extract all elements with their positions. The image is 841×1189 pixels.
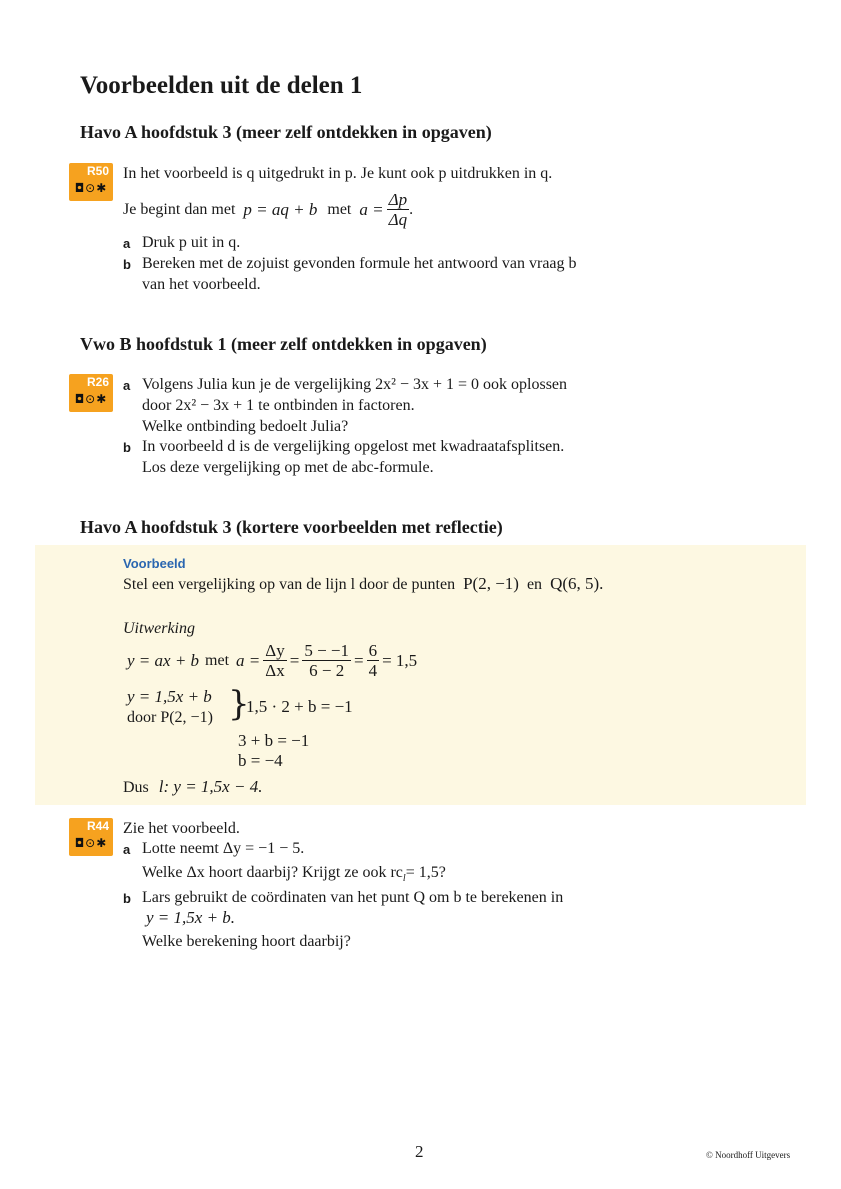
r26-item-a-label: a (123, 378, 131, 393)
example-and: en (526, 576, 543, 593)
copyright: © Noordhoff Uitgevers (706, 1150, 791, 1160)
frac3-den: 4 (368, 660, 378, 680)
r50-item-a-label: a (123, 236, 131, 251)
eq1-result: = 1,5 (382, 650, 418, 670)
r26-item-b-label: b (123, 440, 131, 455)
r50-met: met (327, 200, 352, 218)
eq1-met: met (205, 651, 230, 669)
step-2: b = −4 (238, 751, 283, 770)
r44-intro: Zie het voorbeeld. (123, 820, 240, 837)
frac2-num: 5 − −1 (304, 640, 349, 660)
conclusion-formula: l: y = 1,5x − 4. (158, 777, 263, 796)
point-q: Q(6, 5). (550, 574, 604, 593)
r26-item-a-question: Welke ontbinding bedoelt Julia? (142, 418, 349, 435)
r44-item-a-q-end: = 1,5? (405, 864, 446, 881)
badge-icons: ◘⊙✱ (74, 181, 108, 195)
r50-prefix: Je begint dan met (123, 200, 236, 218)
exercise-badge-r50 (69, 163, 113, 201)
r26-item-a-cont: door 2x² − 3x + 1 te ontbinden in factoren. (142, 397, 415, 414)
page-number: 2 (415, 1142, 424, 1161)
badge-icons: ◘⊙✱ (74, 836, 108, 850)
system-line-1: y = 1,5x + b (127, 687, 212, 706)
exercise-badge-r26 (69, 374, 113, 412)
eq1-lhs: y = ax + b (127, 650, 200, 670)
r50-intro-line: In het voorbeeld is q uitgedrukt in p. Je kunt ook p uitdrukken in q. (123, 165, 553, 182)
point-p: P(2, −1) (463, 574, 519, 593)
slope-equation (127, 638, 417, 682)
r44-item-b-question: Welke berekening hoort daarbij? (142, 933, 351, 950)
example-problem (123, 573, 603, 595)
r44-item-a-label: a (123, 842, 131, 857)
exercise-badge-r44 (69, 818, 113, 856)
example-title: Voorbeeld (123, 556, 186, 571)
eq1-a: a = (236, 650, 261, 670)
badge-icons: ◘⊙✱ (74, 392, 108, 406)
r50-formula-line (123, 187, 413, 231)
frac3-num: 6 (368, 640, 378, 660)
r26-item-b: In voorbeeld d is de vergelijking opgelost met kwadraatafsplitsen. (142, 438, 565, 455)
section-heading-vwo-b: Vwo B hoofdstuk 1 (meer zelf ontdekken in opgaven) (80, 334, 487, 354)
example-problem-text: Stel een vergelijking op van de lijn l door de punten (123, 576, 456, 593)
section-heading-havo-a-1: Havo A hoofdstuk 3 (meer zelf ontdekken in opgaven) (80, 122, 492, 142)
slope-fraction-3 (367, 641, 380, 680)
r50-a-lhs: a = (359, 199, 384, 219)
badge-code: R26 (86, 375, 109, 389)
r50-end: . (409, 200, 414, 218)
r44-item-a-question (142, 862, 446, 885)
section-heading-havo-a-2: Havo A hoofdstuk 3 (kortere voorbeelden met reflectie) (80, 517, 503, 537)
r50-frac-num: Δp (388, 189, 408, 209)
work-title: Uitwerking (123, 620, 195, 637)
eq-sign-1: = (289, 650, 300, 670)
r50-item-b-label: b (123, 257, 131, 272)
r50-item-a: Druk p uit in q. (142, 234, 241, 251)
r50-formula: p = aq + b (243, 199, 318, 219)
r26-item-b-cont: Los deze vergelijking op met de abc-formule. (142, 459, 434, 476)
r44-item-a-q-text: Welke Δx hoort daarbij? Krijgt ze ook rc (142, 864, 403, 881)
conclusion-line (123, 776, 262, 798)
r26-item-a: Volgens Julia kun je de vergelijking 2x² − 3x + 1 = 0 ook oplossen (142, 376, 568, 393)
r44-item-b: Lars gebruikt de coördinaten van het punt Q om b te berekenen in (142, 889, 564, 906)
frac2-den: 6 − 2 (309, 660, 345, 680)
r44-item-a: Lotte neemt Δy = −1 − 5. (142, 840, 305, 857)
r44-item-b-label: b (123, 891, 131, 906)
r50-frac-den: Δq (388, 209, 408, 229)
badge-code: R50 (86, 164, 109, 178)
slope-fraction-2 (302, 641, 351, 680)
r50-fraction (387, 190, 409, 229)
system-result: 1,5 · 2 + b = −1 (246, 697, 353, 716)
eq-sign-2: = (354, 650, 364, 670)
frac1-den: Δx (265, 660, 285, 680)
frac1-num: Δy (265, 640, 285, 660)
page-title: Voorbeelden uit de delen 1 (80, 72, 363, 99)
step-1: 3 + b = −1 (238, 731, 310, 750)
r44-item-b-formula: y = 1,5x + b. (146, 908, 236, 927)
r50-item-b-cont: van het voorbeeld. (142, 276, 261, 293)
slope-fraction-1 (263, 641, 286, 680)
r50-item-b: Bereken met de zojuist gevonden formule het antwoord van vraag b (142, 255, 577, 272)
badge-code: R44 (86, 819, 109, 833)
system-brace: } (228, 684, 250, 724)
conclusion-prefix: Dus (123, 779, 149, 796)
system-line-2: door P(2, −1) (127, 709, 213, 726)
rc-subscript: l (402, 873, 406, 884)
